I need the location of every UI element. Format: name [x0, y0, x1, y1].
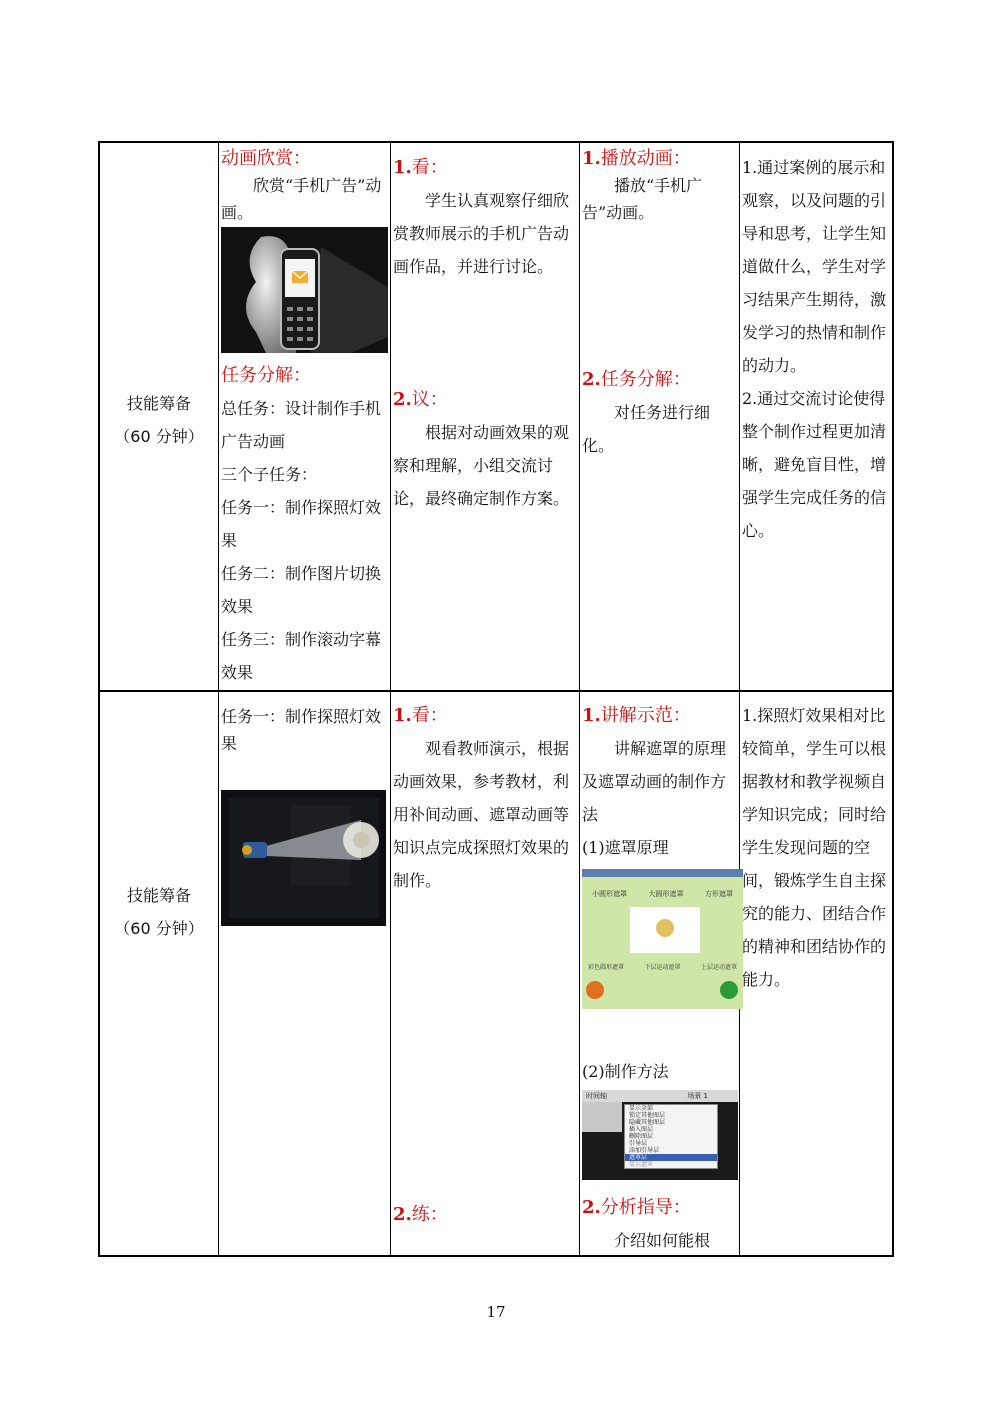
paragraph: 1.通过案例的展示和观察，以及问题的引导和思考，让学生知道做什么，学生对学习结果产生期待，激发学习的热情和制作的动力。	[742, 158, 887, 375]
menu-item[interactable]: 引导层	[629, 1140, 648, 1147]
section-heading: 1.播放动画：	[582, 148, 691, 169]
mask-label: 上层运动遮罩	[700, 964, 737, 971]
list-item: 任务三：制作滚动字幕效果	[221, 630, 382, 682]
content-cell	[221, 359, 389, 689]
paragraph: 对任务进行细化。	[582, 403, 711, 455]
menu-item[interactable]: 删除图层	[629, 1133, 654, 1140]
menu-item[interactable]: 显示遮罩	[629, 1161, 654, 1168]
content-cell	[582, 363, 738, 462]
section-heading: 2.分析指导：	[582, 1197, 691, 1218]
phone-ad-image	[221, 227, 388, 353]
searchlight-image	[221, 790, 386, 926]
section-heading: 动画欣赏：	[221, 148, 311, 169]
page-number: 17	[486, 1303, 506, 1321]
list-item: 任务一：制作探照灯效果	[221, 498, 382, 550]
phase-name: 技能筹备	[126, 394, 191, 413]
section-heading: 1.看：	[393, 157, 448, 178]
mask-label: 下层运动遮罩	[644, 964, 681, 971]
phase-cell	[100, 879, 218, 945]
paragraph: 2.通过交流讨论使得整个制作过程更加清晰，避免盲目性，增强学生完成任务的信心。	[742, 389, 887, 540]
content-cell	[393, 1198, 578, 1231]
paragraph: (2)制作方法	[582, 1062, 669, 1081]
content-cell	[393, 151, 578, 283]
phase-time: （60 分钟）	[114, 427, 204, 446]
paragraph: 学生认真观察仔细欣赏教师展示的手机广告动画作品，并进行讨论。	[393, 191, 570, 276]
content-cell	[221, 145, 389, 226]
phase-time: （60 分钟）	[114, 919, 204, 938]
mask-label: 方形遮罩	[705, 890, 733, 898]
paragraph: 播放“手机广告”动画。	[582, 176, 703, 222]
paragraph: 1.探照灯效果相对比较简单，学生可以根据教材和教学视频自学知识完成；同时给学生发现问题的空间，锻炼学生自主探究的能力、团结合作的精神和团结协作的能力。	[742, 706, 887, 989]
menu-item[interactable]: 添加引导层	[629, 1147, 660, 1154]
section-heading: 1.讲解示范：	[582, 705, 691, 726]
mask-demo-image	[582, 869, 743, 1009]
section-heading: 任务分解：	[221, 365, 311, 386]
menu-item[interactable]: 隐藏其他图层	[629, 1119, 666, 1126]
content-cell	[742, 151, 894, 547]
section-heading: 2.练：	[393, 1204, 448, 1225]
paragraph: 任务一：制作探照灯效果	[221, 707, 382, 753]
mask-label: 彩色圆形遮罩	[588, 964, 625, 971]
menu-item[interactable]: 显示全部	[629, 1105, 654, 1112]
menu-title: 时间轴	[586, 1092, 607, 1100]
content-cell	[393, 699, 578, 897]
paragraph: (1)遮罩原理	[582, 838, 669, 857]
mask-label: 大圆形遮罩	[648, 890, 684, 898]
paragraph: 观看教师演示，根据动画效果，参考教材，利用补间动画、遮罩动画等知识点完成探照灯效果的制作。	[393, 739, 570, 890]
content-cell	[221, 703, 389, 757]
paragraph: 介绍如何能根	[614, 1231, 711, 1250]
menu-item[interactable]: 锁定其他图层	[629, 1112, 666, 1119]
content-cell	[582, 145, 738, 226]
content-cell	[582, 1055, 738, 1088]
phase-name: 技能筹备	[126, 886, 191, 905]
content-cell	[582, 699, 738, 864]
lesson-table	[98, 141, 894, 1257]
phase-cell	[100, 387, 218, 453]
mask-label: 小圆形遮罩	[592, 890, 627, 898]
menu-scene: 场景 1	[687, 1092, 708, 1100]
section-heading: 2.议：	[393, 389, 448, 410]
list-item: 总任务：设计制作手机广告动画	[221, 399, 382, 451]
paragraph: 讲解遮罩的原理及遮罩动画的制作方法	[582, 739, 727, 824]
list-item: 任务二：制作图片切换效果	[221, 564, 382, 616]
menu-item[interactable]: 插入图层	[629, 1126, 654, 1133]
content-cell	[393, 383, 578, 515]
section-heading: 1.看：	[393, 705, 448, 726]
section-heading: 2.任务分解：	[582, 369, 691, 390]
menu-item-selected[interactable]: 遮罩层	[625, 1154, 717, 1161]
list-item: 三个子任务：	[221, 465, 318, 484]
paragraph: 欣赏“手机广告”动画。	[221, 176, 382, 222]
content-cell	[742, 699, 894, 996]
content-cell	[582, 1191, 738, 1257]
paragraph: 根据对动画效果的观察和理解，小组交流讨论，最终确定制作方案。	[393, 423, 570, 508]
timeline-menu-image	[582, 1090, 738, 1180]
